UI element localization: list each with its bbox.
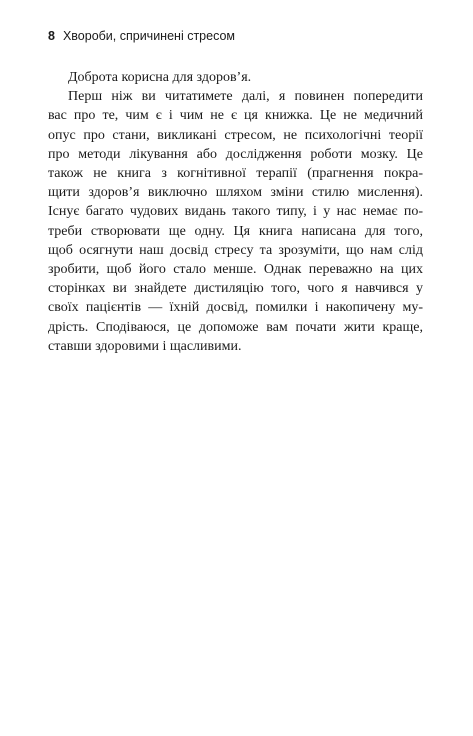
running-title: Хвороби, спричинені стресом — [62, 29, 236, 43]
paragraph-line: дрість. Сподіваюся, це допоможе вам почати жити краще, — [48, 319, 423, 335]
paragraph-line: щити здоров’я виключно шляхом зміни стилю мислення). — [48, 185, 423, 201]
paragraph-line: ставши здоровими і щасливими. — [48, 338, 242, 354]
body-text — [48, 68, 423, 356]
paragraph-line: треби створювати ще одну. Ця книга написана для того, — [48, 223, 423, 239]
page-number: 8 — [48, 29, 55, 43]
paragraph-line: опус про стани, викликані стресом, не психологічні теорії — [48, 127, 423, 143]
paragraph-line: зробити, щоб його стало менше. Однак переважно на цих — [48, 262, 423, 278]
paragraph-line: своїх пацієнтів — їхній досвід, помилки і накопичену му- — [48, 300, 423, 316]
running-header — [48, 28, 235, 44]
paragraph-line: вас про те, чим є і чим не є ця книжка. Це не медичний — [48, 108, 423, 124]
paragraph-line: Існує багато чудових видань такого типу, і у нас немає по- — [48, 204, 423, 220]
paragraph-line: щоб осягнути наш досвід стресу та зрозуміти, що нам слід — [48, 242, 423, 258]
paragraph-line: Перш ніж ви читатимете далі, я повинен попередити — [68, 89, 423, 105]
paragraph-line: Доброта корисна для здоров’я. — [68, 70, 252, 85]
paragraph-line: також не книга з когнітивної терапії (прагнення покра- — [48, 166, 423, 182]
paragraph-line: про методи лікування або дослідження роботи мозку. Це — [48, 146, 423, 162]
paragraph-line: сторінках ви знайдете дистиляцію того, чого я навчився у — [48, 281, 423, 297]
